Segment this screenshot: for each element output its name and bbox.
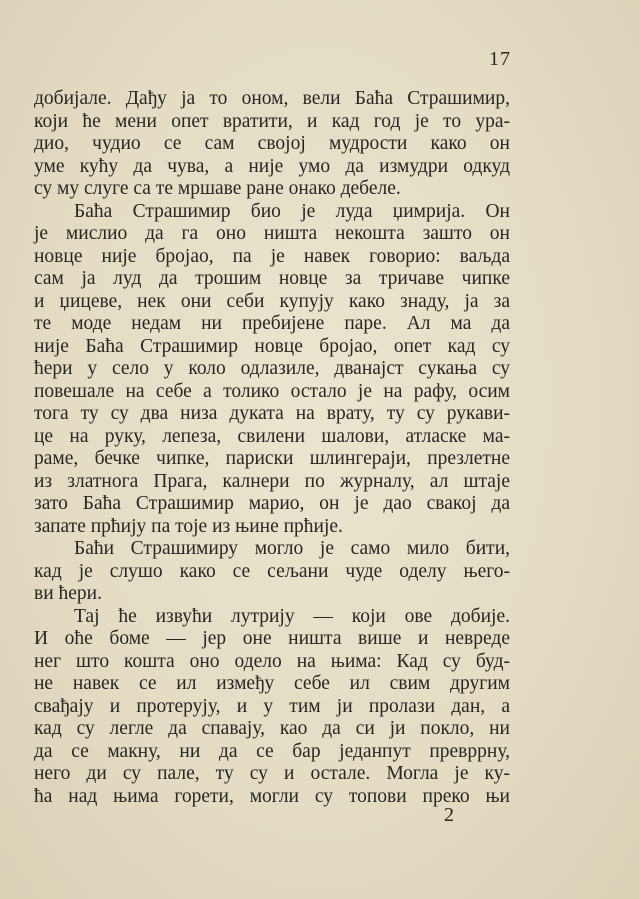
- text-line: и џицеве, нек они себи купују како знаду, ја за: [34, 290, 510, 312]
- text-line: тога ту су два низа дуката на врату, ту су рукави-: [34, 403, 510, 424]
- text-line: добијале. Дађу ја то оном, вели Баћа Страшимир,: [34, 88, 510, 109]
- text-line: кад су легле да спавају, као да си ји покло, ни: [34, 718, 510, 739]
- text-line: ћери у село у коло одлазиле, дванајст сукања су: [34, 358, 510, 379]
- text-line: није Баћа Страшимир новце бројао, опет кад су: [34, 335, 510, 357]
- text-line: запате прћију па тоје из њине прћије.: [34, 515, 343, 537]
- page-number: 17: [489, 48, 511, 70]
- text-line: сам ја луд да трошим новце за тричаве чипке: [34, 268, 510, 289]
- text-line: ви ћери.: [34, 583, 102, 604]
- text-line: уме кућу да чува, а није умо да измудри одкуд: [34, 155, 510, 177]
- text-line: који ће мени опет вратити, и кад год је то ура-: [34, 110, 510, 132]
- text-line: из златнога Прага, калнери по журналу, ал штаје: [34, 470, 510, 492]
- text-line: да се макну, ни да се бар једанпут превррну,: [34, 740, 510, 762]
- text-line: нег што кошта оно одело на њима: Кад су буд-: [34, 650, 510, 672]
- text-line: су му слуге са те мршаве ране онако дебеле.: [34, 178, 401, 199]
- text-line: це на руку, лепеза, свилени шалови, атласке ма-: [34, 425, 510, 447]
- signature-mark: 2: [444, 804, 454, 826]
- text-line: је мислио да га оно ништа некошта зашто он: [34, 223, 510, 244]
- text-line: не навек се ил између себе ил свим другим: [34, 673, 510, 694]
- text-line: Баћи Страшимиру могло је само мило бити,: [74, 538, 510, 559]
- text-line: Тај ће извући лутрију — који ове добије.: [74, 605, 510, 627]
- text-line: Баћа Страшимир био је луда џимрија. Он: [74, 200, 510, 222]
- text-line: зато Баћа Страшимир марио, он је дао свакој да: [34, 493, 510, 514]
- text-line: повешале на себе а толико остало је на рафу, осим: [34, 380, 510, 402]
- body-text: [34, 88, 510, 808]
- text-line: И оће боме — јер оне ништа више и невреде: [34, 628, 510, 649]
- text-line: свађају и протерују, и у тим ји пролази дан, а: [34, 695, 510, 717]
- text-line: те моде недам ни пребијене паре. Ал ма да: [34, 313, 510, 334]
- text-line: ћа над њима горети, могли су топови преко њи: [34, 785, 510, 807]
- text-line: дио, чудио се сам својој мудрости како он: [34, 133, 510, 154]
- text-line: кад је слушо како се сељани чуде оделу њего-: [34, 560, 510, 582]
- text-line: него ди су пале, ту су и остале. Могла је ку-: [34, 763, 510, 784]
- text-line: новце није бројао, па је навек говорио: ваљда: [34, 245, 510, 267]
- text-line: раме, бечке чипке, париски шлингераји, презлетне: [34, 448, 510, 469]
